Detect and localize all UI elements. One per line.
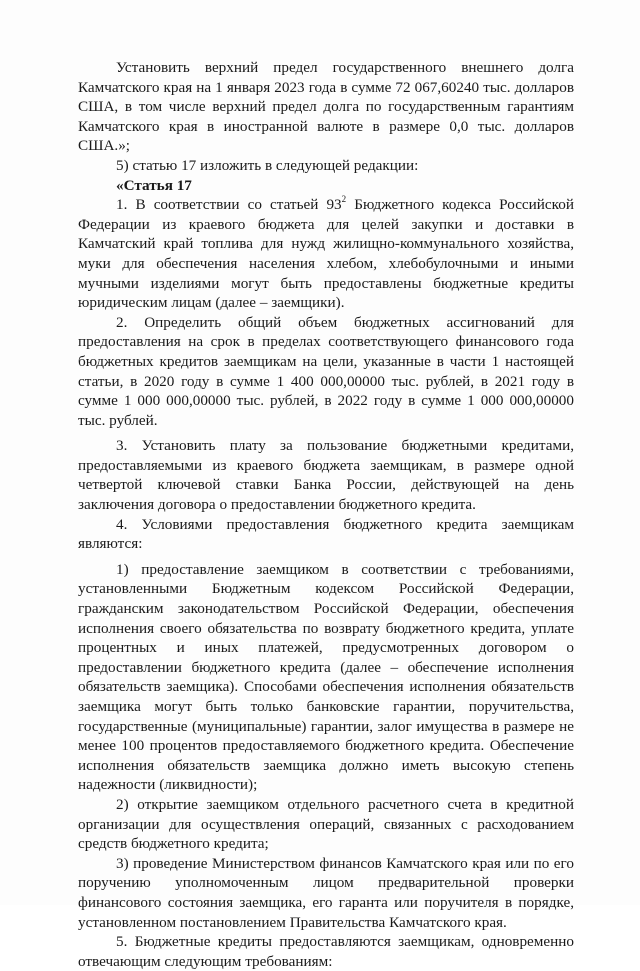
paragraph-condition-1: 1) предоставление заемщиком в соответствии с требованиями, установленными Бюджетным кодексом Российской Федерации, гражданским законодательством Российской Федерации, обеспечения исполнения своего обязательства по возврату бюджетного кредита, уплате процентных и иных платежей, предусмотренных договором о предоставлении бюджетного кредита (далее – обеспечение исполнения обязательств заемщика). Способами обеспечения исполнения обязательств заемщика могут быть только банковские гарантии, поручительства, государственные (муниципальные) гарантии, залог имущества в размере не менее 100 процентов предоставляемого бюджетного кредита. Обеспечение исполнения обязательств заемщика должно иметь высокую степень надежности (ликвидности); xyxy=(78,560,574,794)
paragraph-part-5: 5. Бюджетные кредиты предоставляются заемщикам, одновременно отвечающим следующим требованиям: xyxy=(78,933,574,970)
paragraph-part-3: 3. Установить плату за пользование бюджетными кредитами, предоставляемыми из краевого бюджета заемщикам, в размере одной четвертой ключевой ставки Банка России, действующей на день заключения договора о предоставлении бюджетного кредита. xyxy=(78,437,574,514)
paragraph-part-4: 4. Условиями предоставления бюджетного кредита заемщикам являются: xyxy=(78,515,574,553)
article-17-heading: «Статья 17 xyxy=(116,176,192,194)
part-1-text-end: Бюджетного кодекса Российской Федерации из краевого бюджета для целей закупки и доставки в Камчатский край топлива для нужд жилищно-коммунального хозяйства, муки для обеспечения населения хлебом, хлебобулочными и иными мучными изделиями могут быть предоставлены бюджетные кредиты юридическим лицам (далее – заемщики). xyxy=(78,196,575,312)
paragraph-condition-3: 3) проведение Министерством финансов Камчатского края или по его поручению уполномоченным лицом предварительной проверки финансового состояния заемщика, его гаранта или поручителя в порядке, установленном постановлением Правительства Камчатского края. xyxy=(78,854,574,931)
document-body xyxy=(78,58,574,971)
paragraph-condition-2: 2) открытие заемщиком отдельного расчетного счета в кредитной организации для осуществления операций, связанных с расходованием средств бюджетного кредита; xyxy=(78,795,574,853)
part-1-superscript: 2 xyxy=(341,194,347,205)
paragraph-debt-limit: Установить верхний предел государственного внешнего долга Камчатского края на 1 января 2023 года в сумме 72 067,60240 тыс. долларов США, в том числе верхний предел долга по государственным гарантиям Камчатского края в иностранной валюте в размере 0,0 тыс. долларов США.»; xyxy=(78,59,574,155)
paragraph-part-2: 2. Определить общий объем бюджетных ассигнований для предоставления на срок в пределах соответствующего финансового года бюджетных кредитов заемщикам на цели, указанные в части 1 настоящей статьи, в 2020 году в сумме 1 400 000,00000 тыс. рублей, в 2021 году в сумме 1 000 000,00000 тыс. рублей, в 2022 году в сумме 1 000 000,00000 тыс. рублей. xyxy=(78,313,574,429)
paragraph-article-17-amendment: 5) статью 17 изложить в следующей редакции: xyxy=(116,156,419,174)
paragraph-part-1 xyxy=(78,195,574,313)
part-1-text-start: 1. В соответствии со статьей 93 xyxy=(116,196,342,214)
